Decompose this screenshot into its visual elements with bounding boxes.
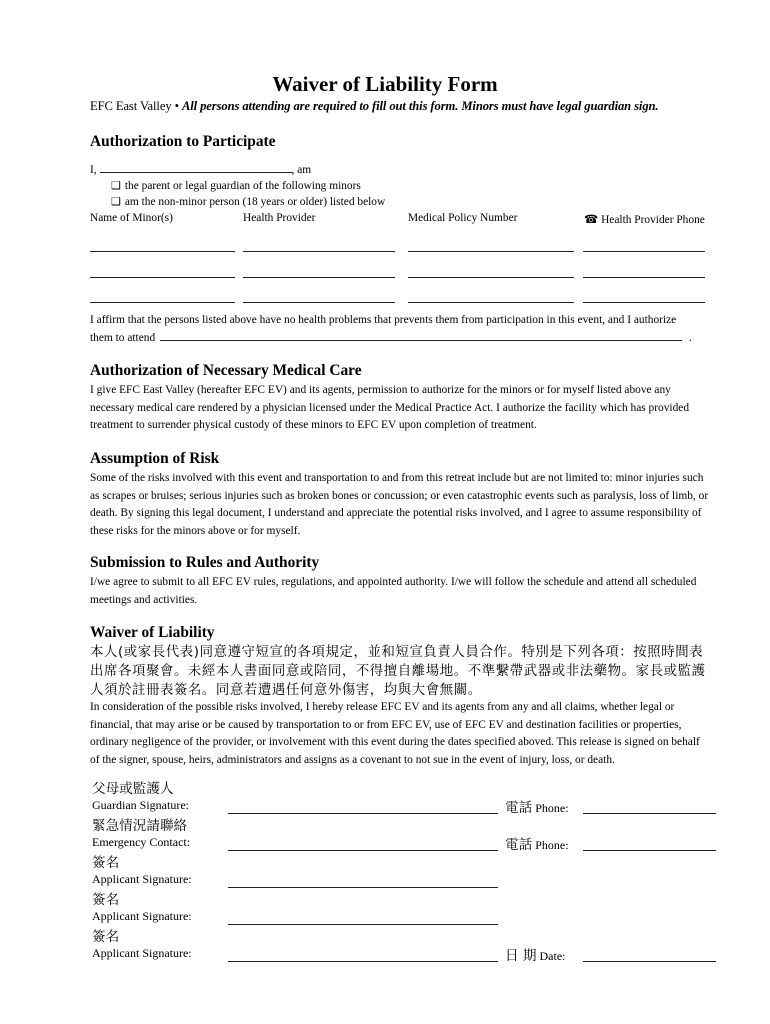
am-suffix: , am xyxy=(291,164,312,176)
health-provider-field[interactable] xyxy=(243,302,395,303)
date-label xyxy=(505,944,566,964)
applicant-label-zh: 簽名 xyxy=(92,892,120,908)
applicant-label-zh: 簽名 xyxy=(92,855,120,871)
i-prefix: I, xyxy=(90,164,97,176)
emergency-phone-zh: 電話 xyxy=(505,837,533,853)
minor-name-field[interactable] xyxy=(90,302,235,303)
guardian-checkbox-icon[interactable]: ❏ xyxy=(111,180,121,192)
form-title: Waiver of Liability Form xyxy=(272,72,498,96)
health-provider-field[interactable] xyxy=(243,277,395,278)
policy-number-field[interactable] xyxy=(408,277,574,278)
guardian-phone-field[interactable] xyxy=(583,813,716,814)
column-header-minor-name: Name of Minor(s) xyxy=(90,212,173,224)
guardian-phone-label xyxy=(505,796,569,816)
emergency-contact-field[interactable] xyxy=(228,850,498,851)
authorization-heading: Authorization to Participate xyxy=(90,133,276,150)
applicant-signature-label: Applicant Signature: xyxy=(92,909,192,923)
telephone-icon: ☎ xyxy=(584,214,599,226)
risk-paragraph: Some of the risks involved with this event and transportation to and from this retreat include but are not limited to: minor injuries such as scrapes or bruises; serious injuries such as broken bones or concussion; or even catastrophic events such as paralysis, loss of limb, or death. By signing this legal document, I understand and appreciate the potential risks involved, and I agree to assume responsibility of these risks for the minors above or for myself. xyxy=(90,472,709,537)
emergency-label-zh: 緊急情況請聯絡 xyxy=(92,818,188,834)
emergency-phone-label xyxy=(505,833,569,853)
option-non-minor-label: am the non-minor person (18 years or older) listed below xyxy=(124,196,386,208)
health-provider-field[interactable] xyxy=(243,251,395,252)
guardian-label-zh: 父母或監護人 xyxy=(92,781,174,797)
guardian-signature-label: Guardian Signature: xyxy=(92,798,189,812)
affirm-end: . xyxy=(688,332,692,344)
minor-name-field[interactable] xyxy=(90,251,235,252)
applicant-signature-field[interactable] xyxy=(228,887,498,888)
date-field[interactable] xyxy=(583,961,716,962)
emergency-phone-en: Phone: xyxy=(535,838,569,852)
emergency-phone-field[interactable] xyxy=(583,850,716,851)
waiver-chinese-line: 出席各項聚會。未經本人書面同意或陪同，不得擅自離場地。不準繫帶武器或非法藥物。家長或監護 xyxy=(90,664,706,679)
applicant-signature-field[interactable] xyxy=(228,924,498,925)
column-header-provider-phone xyxy=(584,212,705,226)
org-name: EFC East Valley xyxy=(90,99,172,113)
applicant-label-zh: 簽名 xyxy=(92,929,120,945)
waiver-heading: Waiver of Liability xyxy=(90,624,215,641)
minor-name-field[interactable] xyxy=(90,277,235,278)
waiver-chinese-line: 人須於註冊表簽名。同意若遭遇任何意外傷害，均與大會無關。 xyxy=(90,683,482,698)
affirm-prefix: them to attend xyxy=(90,332,156,344)
policy-number-field[interactable] xyxy=(408,251,574,252)
option-guardian[interactable] xyxy=(111,179,361,192)
guardian-phone-en: Phone: xyxy=(535,801,569,815)
date-label-en: Date: xyxy=(539,949,566,963)
participant-name-field[interactable] xyxy=(100,163,292,173)
provider-phone-field[interactable] xyxy=(583,251,705,252)
option-guardian-label: the parent or legal guardian of the following minors xyxy=(124,180,361,192)
column-header-health-provider: Health Provider xyxy=(243,212,316,224)
applicant-signature-label: Applicant Signature: xyxy=(92,946,192,960)
date-label-zh: 日 期 xyxy=(505,948,537,964)
waiver-chinese-line: 本人(或家長代表)同意遵守短宣的各項規定，並和短宣負責人員合作。特別是下列各項：按照時間表 xyxy=(90,645,704,660)
attendance-requirement: All persons attending are required to fill out this form. Minors must have legal guardian sign. xyxy=(181,99,659,113)
provider-phone-label: Health Provider Phone xyxy=(601,214,705,226)
affirm-statement: I affirm that the persons listed above have no health problems that prevents them from participation in this event, and I authorize xyxy=(90,314,677,326)
medical-heading: Authorization of Necessary Medical Care xyxy=(90,362,362,379)
form-subtitle xyxy=(90,99,658,114)
policy-number-field[interactable] xyxy=(408,302,574,303)
provider-phone-field[interactable] xyxy=(583,302,705,303)
option-non-minor[interactable] xyxy=(111,195,385,208)
risk-heading: Assumption of Risk xyxy=(90,450,220,467)
guardian-phone-zh: 電話 xyxy=(505,800,533,816)
emergency-contact-label: Emergency Contact: xyxy=(92,835,191,849)
applicant-signature-field[interactable] xyxy=(228,961,498,962)
rules-heading: Submission to Rules and Authority xyxy=(90,554,320,571)
provider-phone-field[interactable] xyxy=(583,277,705,278)
applicant-signature-label: Applicant Signature: xyxy=(92,872,192,886)
affirm-attend-line xyxy=(90,331,692,344)
guardian-signature-field[interactable] xyxy=(228,813,498,814)
medical-paragraph: I give EFC East Valley (hereafter EFC EV) and its agents, permission to authorize for the minors or for myself listed above any necessary medical care rendered by a physician licensed under the Medical Practice Act. I authorize the facility which has provided treatment to surrender physical custody of these minors to EFC EV upon completion of treatment. xyxy=(90,384,690,431)
column-header-policy-number: Medical Policy Number xyxy=(408,212,518,224)
rules-paragraph: I/we agree to submit to all EFC EV rules, regulations, and appointed authority. I/we will follow the schedule and attend all scheduled meetings and activities. xyxy=(90,576,697,606)
waiver-paragraph: In consideration of the possible risks involved, I hereby release EFC EV and its agents from any and all claims, whether legal or financial, that may arise or be caused by transportation to or from EFC EV, use of EFC EV and destination facilities or properties, ordinary negligence of the provider, or involvement with this event during the dates specified aboved. This release is signed on behalf of the signer, spouse, heirs, administrators and assigns as a covenant to not sue in the event of injury, loss, or death. xyxy=(90,701,700,766)
bullet-separator: • xyxy=(174,99,179,113)
participant-name-line xyxy=(90,163,311,176)
event-name-field[interactable] xyxy=(160,331,682,341)
non-minor-checkbox-icon[interactable]: ❏ xyxy=(111,196,121,208)
